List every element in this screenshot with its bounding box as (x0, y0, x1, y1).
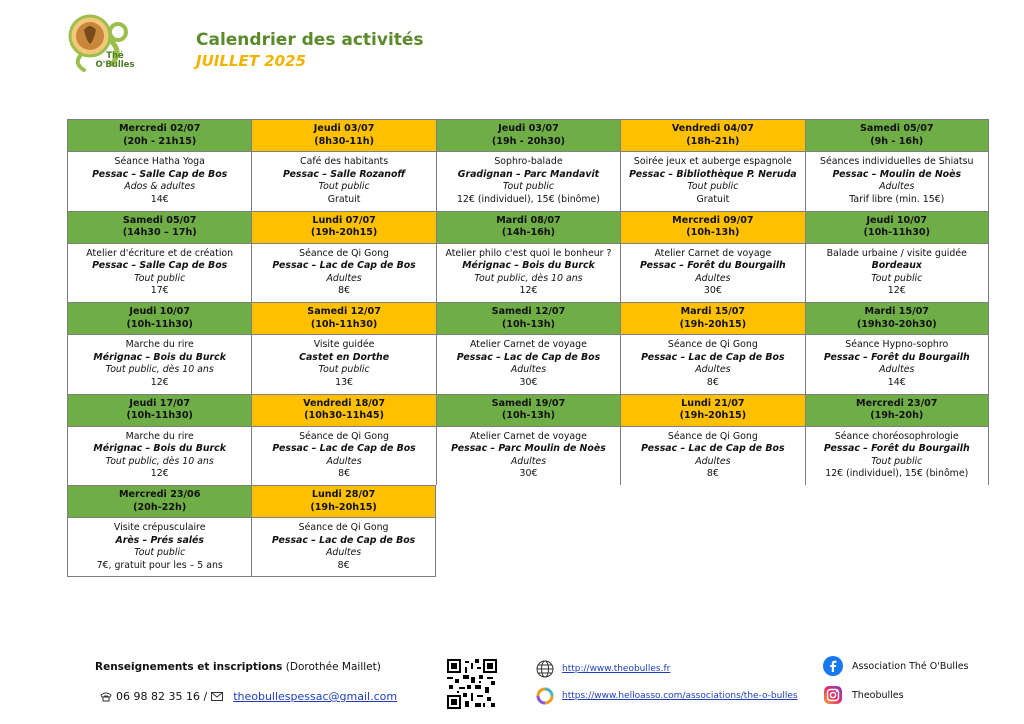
event-header (806, 212, 988, 244)
event-details (252, 335, 435, 394)
event-price: 12€ (individuel), 15€ (binôme) (825, 468, 969, 480)
event-price: 12€ (887, 285, 906, 297)
website-row (536, 660, 670, 678)
event-price: 12€ (150, 376, 169, 388)
event-location: Pessac – Forêt du Bourgailh (823, 443, 970, 455)
event-location: Pessac – Lac de Cap de Bos (271, 534, 416, 546)
event-day: Samedi 12/07 (307, 306, 381, 317)
qr-code[interactable] (447, 659, 497, 709)
event-activity: Séance de Qi Gong (298, 522, 389, 533)
event-time: (18h-21h) (686, 135, 740, 147)
instagram-label[interactable]: Theobulles (852, 689, 904, 701)
event-cell (251, 485, 435, 577)
event-time: (8h30-11h) (314, 135, 374, 147)
calendar-row (67, 394, 989, 486)
event-price: Gratuit (327, 193, 361, 205)
event-location: Pessac – Salle Cap de Bos (92, 168, 228, 180)
facebook-icon[interactable] (823, 656, 843, 676)
info-contact: (Dorothée Maillet) (282, 661, 381, 673)
event-cell (436, 211, 620, 303)
event-activity: Atelier philo c'est quoi le bonheur ? (445, 247, 612, 259)
facebook-row (823, 656, 969, 676)
event-time: (19h-20h15) (679, 318, 747, 330)
event-day: Samedi 05/07 (122, 214, 197, 226)
event-day: Mercredi 09/07 (672, 214, 754, 226)
event-header (621, 395, 804, 427)
event-price: 12€ (150, 468, 169, 480)
activity-calendar (67, 119, 989, 577)
helloasso-row (536, 687, 798, 705)
helloasso-icon (536, 687, 554, 705)
event-time: (19h30-20h30) (856, 318, 937, 330)
empty-cell (805, 485, 989, 577)
event-activity: Sophro-balade (494, 156, 563, 167)
event-time: (10h-13h) (501, 318, 556, 330)
event-audience: Tout public (687, 181, 739, 193)
event-location: Pessac – Salle Cap de Bos (92, 260, 228, 272)
event-activity: Marche du rire (125, 430, 194, 442)
event-time: (10h-11h30) (310, 318, 378, 330)
event-time: (20h - 21h15) (123, 135, 197, 147)
event-details (252, 152, 435, 211)
event-location: Pessac – Lac de Cap de Bos (272, 443, 416, 455)
event-price: 8€ (338, 468, 351, 480)
event-audience: Tout public (871, 272, 923, 284)
website-link[interactable]: http://www.theobulles.fr (562, 664, 671, 674)
event-location: Arès – Prés salés (115, 534, 204, 546)
event-audience: Adultes (879, 181, 915, 193)
event-day: Lundi 21/07 (681, 397, 745, 409)
event-location: Mérignac – Bois du Burck (462, 260, 595, 272)
event-time: (9h - 16h) (870, 135, 924, 147)
event-price: 13€ (335, 376, 354, 388)
event-price: 30€ (703, 285, 722, 297)
event-day: Jeudi 03/07 (498, 123, 559, 134)
event-details (621, 152, 804, 211)
event-day: Lundi 28/07 (311, 489, 376, 500)
event-audience: Tout public (134, 272, 186, 284)
event-header (68, 120, 251, 152)
event-activity: Séance de Qi Gong (667, 339, 758, 350)
event-cell (805, 119, 989, 211)
event-price: 12€ (individuel), 15€ (binôme) (456, 193, 600, 205)
empty-cell (620, 485, 804, 577)
event-time: (10h-11h30) (126, 410, 193, 421)
event-activity: Balade urbaine / visite guidée (826, 247, 967, 259)
event-activity: Séance de Qi Gong (299, 430, 390, 442)
event-header (68, 303, 251, 335)
event-day: Lundi 07/07 (312, 214, 376, 226)
page-subtitle: JUILLET 2025 (196, 52, 306, 70)
event-day: Mercredi 23/06 (118, 489, 201, 500)
event-time: (19h-20h) (870, 410, 924, 421)
event-details (806, 335, 988, 394)
calendar-row (67, 211, 989, 303)
event-header (437, 120, 620, 152)
event-activity: Séance de Qi Gong (667, 430, 758, 442)
event-details (437, 244, 620, 303)
event-header (252, 486, 434, 518)
event-header (437, 303, 620, 335)
event-details (621, 335, 804, 394)
event-day: Jeudi 17/07 (129, 397, 190, 409)
event-header (68, 486, 251, 518)
event-details (806, 152, 988, 211)
event-audience: Adultes (695, 364, 731, 376)
event-audience: Adultes (510, 455, 547, 467)
event-header (68, 212, 251, 244)
event-price: 30€ (519, 468, 538, 480)
event-time: (14h-16h) (501, 227, 556, 238)
event-audience: Adultes (510, 364, 547, 376)
calendar-row (67, 485, 989, 577)
event-audience: Tout public (502, 181, 555, 193)
event-day: Jeudi 10/07 (129, 306, 190, 317)
event-cell (67, 485, 251, 577)
event-cell (436, 394, 620, 486)
event-day: Samedi 05/07 (859, 123, 934, 134)
event-audience: Tout public, dès 10 ans (105, 364, 214, 376)
event-activity: Atelier d'écriture et de création (86, 247, 234, 259)
event-cell (251, 394, 435, 486)
event-location: Pessac – Salle Rozanoff (282, 168, 406, 180)
event-location: Gradignan – Parc Mandavit (457, 168, 600, 180)
event-cell (67, 302, 251, 394)
event-cell (67, 211, 251, 303)
event-audience: Adultes (695, 455, 731, 467)
event-location: Pessac – Moulin de Noès (832, 168, 962, 180)
event-details (68, 518, 251, 576)
globe-icon (536, 660, 554, 678)
event-audience: Tout public (134, 547, 186, 559)
event-cell (67, 394, 251, 486)
event-details (68, 152, 251, 211)
event-day: Vendredi 04/07 (671, 123, 754, 134)
event-header (252, 120, 435, 152)
logo-text-line2: O'Bulles (95, 60, 135, 70)
logo-text-line1: Thé (106, 51, 124, 61)
event-location: Pessac – Bibliothèque P. Neruda (629, 168, 797, 180)
event-price: 7€, gratuit pour les – 5 ans (96, 559, 223, 571)
contact-line (100, 690, 397, 703)
event-details (437, 427, 620, 486)
event-time: (10h-11h30) (863, 227, 930, 238)
event-details (437, 152, 620, 211)
event-header (806, 395, 988, 427)
event-header (806, 120, 988, 152)
event-audience: Ados & adultes (124, 181, 196, 193)
facebook-label[interactable]: Association Thé O'Bulles (852, 660, 969, 672)
event-price: 17€ (150, 285, 169, 297)
event-audience: Adultes (695, 272, 731, 284)
calendar-row (67, 119, 989, 211)
event-time: (10h-13h) (501, 410, 556, 421)
event-header (437, 395, 620, 427)
event-cell (67, 119, 251, 211)
event-details (621, 427, 804, 486)
event-day: Mercredi 23/07 (856, 397, 938, 409)
event-time: (10h-13h) (686, 227, 740, 238)
event-time: (20h-22h) (133, 501, 187, 513)
event-header (252, 395, 435, 427)
event-activity: Atelier Carnet de voyage (654, 247, 772, 259)
event-header (437, 212, 620, 244)
event-header (252, 212, 435, 244)
event-time: (14h30 – 17h) (122, 227, 197, 238)
event-location: Bordeaux (871, 260, 922, 272)
event-day: Samedi 19/07 (491, 397, 566, 409)
event-activity: Séances individuelles de Shiatsu (820, 156, 974, 167)
event-header (68, 395, 251, 427)
event-location: Pessac – Lac de Cap de Bos (641, 351, 785, 363)
event-cell (805, 394, 989, 486)
event-location: Mérignac – Bois du Burck (93, 443, 226, 455)
event-activity: Visite crépusculaire (113, 522, 206, 533)
event-details (68, 427, 251, 486)
event-header (252, 303, 435, 335)
event-day: Mardi 08/07 (496, 214, 561, 226)
event-cell (805, 302, 989, 394)
event-details (806, 244, 988, 303)
event-details (68, 244, 251, 303)
event-audience: Tout public, dès 10 ans (105, 455, 214, 467)
event-audience: Adultes (326, 455, 362, 467)
event-header (621, 303, 804, 335)
event-activity: Marche du rire (125, 339, 194, 350)
page-title: Calendrier des activités (196, 30, 424, 50)
event-details (806, 427, 988, 486)
logo-text (90, 52, 140, 70)
event-price: 30€ (519, 376, 538, 388)
event-cell (620, 119, 804, 211)
event-activity: Café des habitants (300, 156, 389, 167)
event-time: (19h-20h15) (310, 501, 377, 513)
event-audience: Tout public (318, 181, 370, 193)
envelope-icon (211, 692, 223, 701)
event-cell (805, 211, 989, 303)
event-details (437, 335, 620, 394)
event-price: Gratuit (696, 193, 730, 205)
event-location: Pessac – Lac de Cap de Bos (641, 443, 785, 455)
event-details (252, 427, 435, 486)
event-cell (436, 119, 620, 211)
event-header (806, 303, 988, 335)
event-cell (251, 302, 435, 394)
event-cell (436, 302, 620, 394)
event-activity: Visite guidée (313, 339, 375, 350)
event-cell (251, 119, 435, 211)
event-audience: Adultes (325, 547, 362, 559)
event-price: 12€ (519, 285, 538, 297)
event-location: Pessac – Parc Moulin de Noès (451, 443, 606, 455)
phone-number: 06 98 82 35 16 / (116, 690, 208, 703)
phone-icon (100, 692, 112, 702)
event-price: Tarif libre (min. 15€) (849, 193, 945, 205)
event-day: Samedi 12/07 (491, 306, 566, 317)
event-activity: Atelier Carnet de voyage (470, 430, 587, 442)
event-day: Jeudi 03/07 (313, 123, 375, 134)
event-activity: Séance Hatha Yoga (114, 156, 205, 167)
event-day: Mardi 15/07 (680, 306, 746, 317)
event-price: 14€ (887, 376, 906, 388)
event-header (621, 120, 804, 152)
event-time: (19h-20h15) (679, 410, 747, 421)
event-activity: Séance choréosophrologie (834, 430, 959, 442)
event-cell (620, 302, 804, 394)
event-price: 8€ (337, 559, 350, 571)
event-location: Castet en Dorthe (299, 351, 390, 363)
event-cell (620, 211, 804, 303)
event-audience: Adultes (879, 364, 915, 376)
event-audience: Adultes (326, 272, 362, 284)
event-cell (620, 394, 804, 486)
info-line (95, 661, 381, 673)
event-time: (19h - 20h30) (491, 135, 566, 147)
instagram-icon[interactable] (823, 685, 843, 705)
event-details (68, 335, 251, 394)
event-time: (19h-20h15) (310, 227, 378, 238)
instagram-row (823, 685, 904, 705)
calendar-row (67, 302, 989, 394)
event-day: Vendredi 18/07 (303, 397, 386, 409)
event-day: Mardi 15/07 (864, 306, 929, 317)
event-time: (10h-11h30) (126, 318, 193, 330)
helloasso-link[interactable]: https://www.helloasso.com/associations/the-o-bulles (562, 691, 798, 701)
info-heading: Renseignements et inscriptions (95, 661, 283, 673)
event-header (621, 212, 804, 244)
event-activity: Soirée jeux et auberge espagnole (633, 156, 792, 167)
event-location: Pessac – Lac de Cap de Bos (272, 260, 416, 272)
event-price: 8€ (706, 468, 719, 480)
event-location: Mérignac – Bois du Burck (93, 351, 226, 363)
event-activity: Séance de Qi Gong (299, 247, 390, 259)
event-price: 14€ (150, 193, 169, 205)
event-price: 8€ (706, 376, 719, 388)
empty-cell (436, 485, 620, 577)
event-price: 8€ (338, 285, 351, 297)
event-location: Pessac – Lac de Cap de Bos (456, 351, 601, 363)
event-audience: Tout public, dès 10 ans (474, 272, 583, 284)
event-details (621, 244, 804, 303)
event-day: Mercredi 02/07 (118, 123, 201, 134)
event-location: Pessac – Forêt du Bourgailh (639, 260, 786, 272)
event-location: Pessac – Forêt du Bourgailh (823, 351, 970, 363)
event-audience: Tout public (318, 364, 370, 376)
event-activity: Séance Hypno-sophro (845, 339, 949, 350)
event-details (252, 244, 435, 303)
event-details (252, 518, 434, 576)
email-link[interactable]: theobullespessac@gmail.com (233, 690, 398, 703)
event-day: Jeudi 10/07 (866, 214, 928, 226)
event-audience: Tout public (871, 455, 923, 467)
event-time: (10h30-11h45) (304, 410, 384, 421)
event-cell (251, 211, 435, 303)
event-activity: Atelier Carnet de voyage (470, 339, 587, 350)
